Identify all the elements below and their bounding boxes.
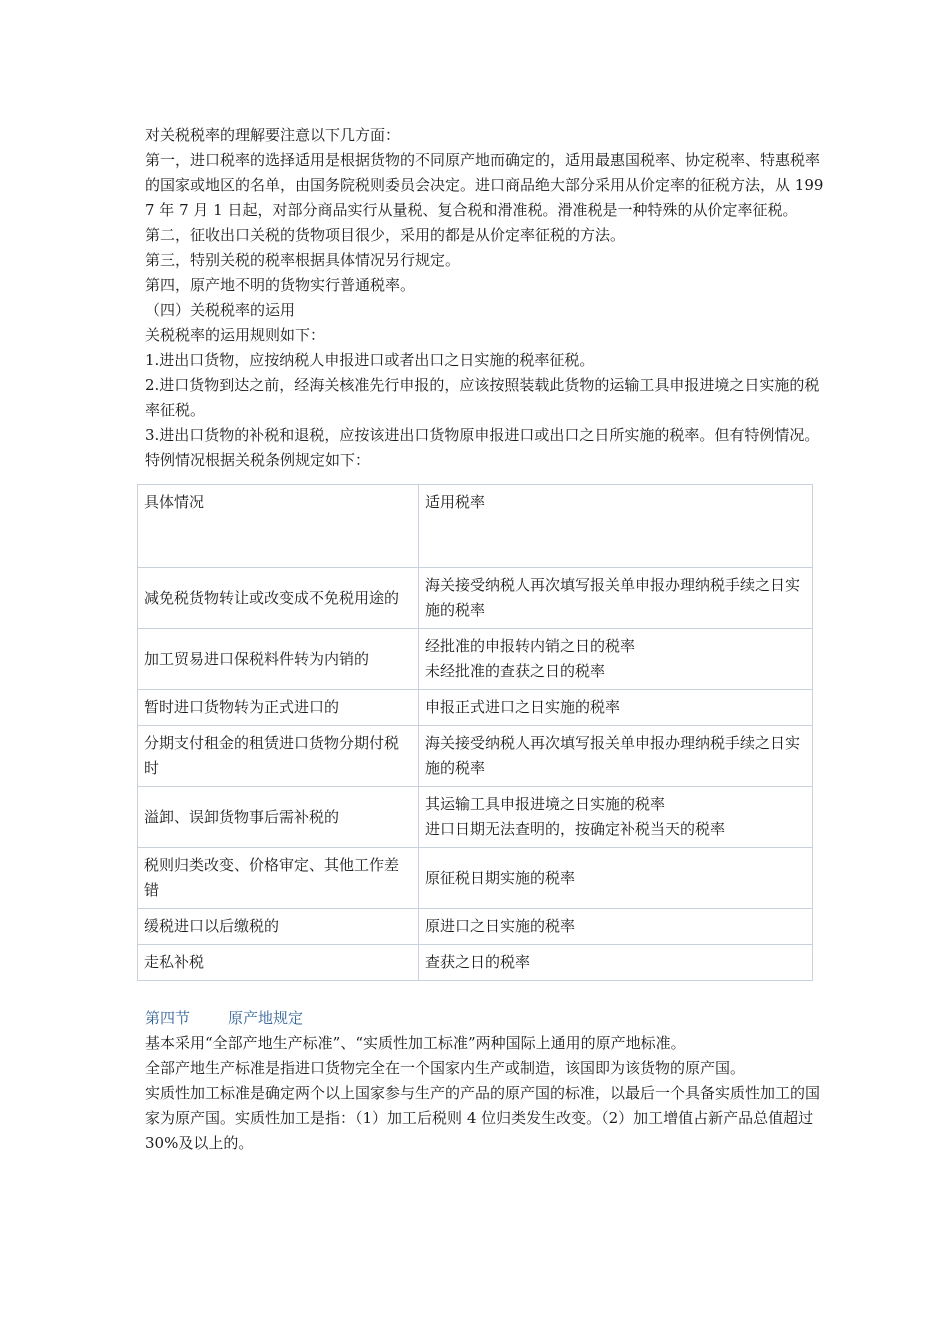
table-cell-case: 走私补税	[138, 945, 419, 981]
table-cell-case: 加工贸易进口保税料件转为内销的	[138, 629, 419, 690]
table-row	[138, 909, 813, 945]
rate-line: 经批准的申报转内销之日的税率	[425, 637, 636, 655]
rate-line: 查获之日的税率	[425, 953, 531, 971]
rate-line: 原进口之日实施的税率	[425, 917, 576, 935]
table-row	[138, 787, 813, 848]
table-cell-case: 税则归类改变、价格审定、其他工作差错	[138, 848, 419, 909]
section-4-title: 原产地规定	[228, 1009, 304, 1027]
table-cell-rate	[419, 848, 813, 909]
table-row	[138, 568, 813, 629]
table-cell-rate	[419, 690, 813, 726]
table-row	[138, 848, 813, 909]
special-rates-table	[137, 484, 813, 981]
origin-paragraph-3: 实质性加工标准是确定两个以上国家参与生产的产品的原产国的标准，以最后一个具备实质性加工的国家为原产国。实质性加工是指：（1）加工后税则 4 位归类发生改变。（2）加工增值占新产品总值超过 30%及以上的。	[145, 1084, 821, 1152]
rate-line: 申报正式进口之日实施的税率	[425, 698, 621, 716]
rate-line: 其运输工具申报进境之日实施的税率	[425, 795, 666, 813]
rate-line: 海关接受纳税人再次填写报关单申报办理纳税手续之日实施的税率	[425, 734, 801, 777]
usage-rule-3: 3.进出口货物的补税和退税，应按该进出口货物原申报进口或出口之日所实施的税率。但有特例情况。	[145, 426, 820, 444]
intro-paragraph-3: 第三，特别关税的税率根据具体情况另行规定。	[145, 251, 461, 269]
table-row	[138, 629, 813, 690]
table-row	[138, 726, 813, 787]
intro-heading: 对关税税率的理解要注意以下几方面：	[145, 126, 401, 144]
usage-rule-1: 1.进出口货物，应按纳税人申报进口或者出口之日实施的税率征税。	[145, 351, 595, 369]
special-cases-lead: 特例情况根据关税条例规定如下：	[145, 451, 371, 469]
table-cell-rate	[419, 909, 813, 945]
table-header-rate: 适用税率	[419, 485, 813, 568]
origin-paragraph-2: 全部产地生产标准是指进口货物完全在一个国家内生产或制造，该国即为该货物的原产国。	[145, 1059, 746, 1077]
intro-paragraph-2: 第二，征收出口关税的货物项目很少，采用的都是从价定率征税的方法。	[145, 226, 626, 244]
table-row	[138, 690, 813, 726]
usage-title: （四）关税税率的运用	[145, 301, 296, 319]
usage-lead: 关税税率的运用规则如下：	[145, 326, 326, 344]
table-cell-rate	[419, 945, 813, 981]
intro-paragraph-4: 第四，原产地不明的货物实行普通税率。	[145, 276, 416, 294]
table-header-row	[138, 485, 813, 568]
rate-line: 海关接受纳税人再次填写报关单申报办理纳税手续之日实施的税率	[425, 576, 801, 619]
table-cell-rate	[419, 787, 813, 848]
table-cell-rate	[419, 568, 813, 629]
table-cell-rate	[419, 726, 813, 787]
rate-line: 原征税日期实施的税率	[425, 868, 576, 887]
table-cell-case: 溢卸、误卸货物事后需补税的	[138, 787, 419, 848]
origin-paragraph-1: 基本采用“全部产地生产标准”、“实质性加工标准”两种国际上通用的原产地标准。	[145, 1034, 686, 1052]
section-4-heading	[145, 1006, 825, 1031]
usage-rule-2: 2.进口货物到达之前，经海关核准先行申报的，应该按照装载此货物的运输工具申报进境之日实施的税率征税。	[145, 376, 820, 419]
table-cell-rate	[419, 629, 813, 690]
section-4-number: 第四节	[145, 1009, 191, 1027]
document-page	[145, 123, 825, 1156]
table-cell-case: 暂时进口货物转为正式进口的	[138, 690, 419, 726]
table-cell-case: 减免税货物转让或改变成不免税用途的	[138, 568, 419, 629]
table-cell-case: 缓税进口以后缴税的	[138, 909, 419, 945]
rate-line: 未经批准的查获之日的税率	[425, 662, 606, 680]
table-header-case: 具体情况	[138, 485, 419, 568]
table-cell-case: 分期支付租金的租赁进口货物分期付税时	[138, 726, 419, 787]
rate-line: 进口日期无法查明的，按确定补税当天的税率	[425, 820, 726, 838]
table-row	[138, 945, 813, 981]
intro-paragraph-1: 第一，进口税率的选择适用是根据货物的不同原产地而确定的，适用最惠国税率、协定税率、特惠税率的国家或地区的名单，由国务院税则委员会决定。进口商品绝大部分采用从价定率的征税方法，从 1997 年 7 月 1 日起，对部分商品实行从量税、复合税和滑准税。滑准税是一种特殊的从价定率征税。	[145, 151, 824, 219]
